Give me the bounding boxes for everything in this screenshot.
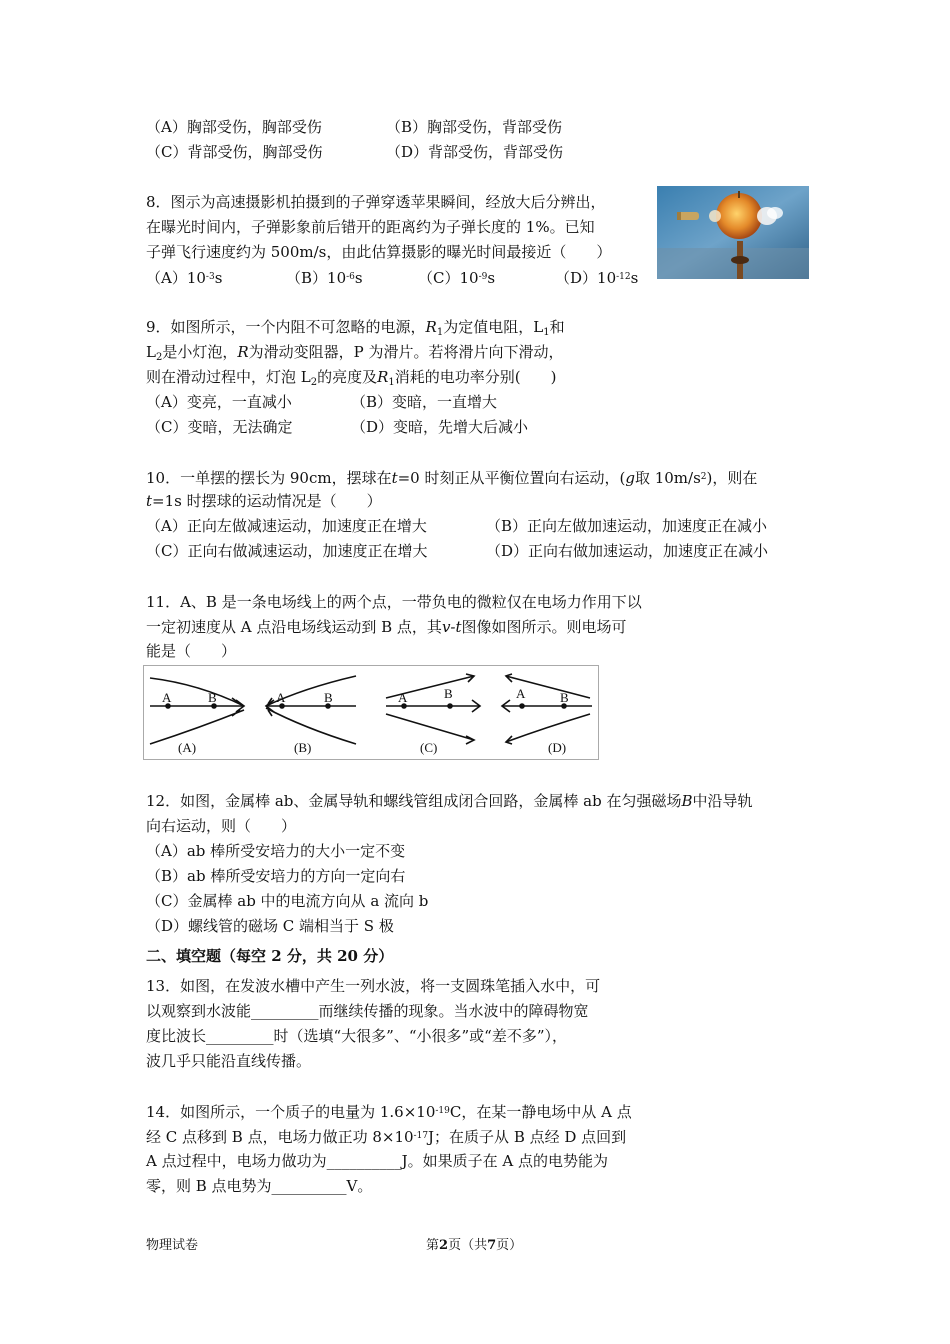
q12-line-2: 向右运动，则（ ） (146, 817, 297, 835)
q14-line-1: 14．如图所示，一个质子的电量为 $1.6\times 10^{-19}C$，在某一静电场中从 A 点 (146, 1103, 632, 1121)
q11-line-2: 一定初速度从 A 点沿电场线运动到 B 点，其v-t图像如图所示。则电场可 (146, 618, 627, 636)
field-figure-a-label: (A) (178, 740, 197, 755)
q12-option-d: （D）螺线管的磁场 C 端相当于 S 极 (146, 917, 394, 935)
q11-line-3: 能是（ ） (146, 642, 237, 660)
field-d-point-b-label: B (560, 690, 569, 705)
q8-option-b: $(B)10^{-6}s$ (286, 269, 363, 287)
q8-line-2: 在曝光时间内，子弹影象前后错开的距离约为子弹长度的 1%。已知 (146, 218, 595, 236)
q9-line-1: 9．如图所示，一个内阻不可忽略的电源，$R_1$为定值电阻，$L_1$和 (146, 318, 565, 338)
q8-line-3: 子弹飞行速度约为 500m/s，由此估算摄影的曝光时间最接近（ ） (146, 243, 612, 261)
q13-line-4: 波几乎只能沿直线传播。 (146, 1052, 312, 1070)
q12-option-b: （B）ab 棒所受安培力的方向一定向右 (146, 867, 406, 885)
q11-line-1: 11．A、B 是一条电场线上的两个点，一带负电的微粒仅在电场力作用下以 (146, 593, 642, 611)
field-figure-d-label: (D) (548, 740, 567, 755)
field-figure-b-label: (B) (294, 740, 312, 755)
q8-line-1: 8．图示为高速摄影机拍摄到的子弹穿透苹果瞬间，经放大后分辨出， (146, 193, 606, 211)
bullet-apple-photo (657, 186, 809, 279)
field-figure-c-label: (C) (420, 740, 438, 755)
q13-line-1: 13．如图，在发波水槽中产生一列水波，将一支圆珠笔插入水中，可 (146, 977, 601, 995)
q7-option-d: （D）背部受伤，背部受伤 (386, 143, 564, 161)
q14-line-3: A 点过程中，电场力做功为__________J。如果质子在 A 点的电势能为 (146, 1152, 608, 1170)
field-c-point-a-label: A (398, 690, 408, 705)
q12-line-1: 12．如图，金属棒 ab、金属导轨和螺线管组成闭合回路，金属棒 ab 在匀强磁场B中沿导轨 (146, 792, 753, 810)
q9-option-a: （A）变亮，一直减小 (146, 393, 292, 411)
field-figure-a (150, 678, 244, 755)
field-c-point-b-label: B (444, 686, 453, 701)
q10-option-b: （B）正向左做加速运动，加速度正在减小 (486, 517, 768, 535)
q13-line-2: 以观察到水波能_________而继续传播的现象。当水波中的障碍物宽 (146, 1002, 589, 1020)
q8-option-d: $(D)10^{-12}s$ (555, 269, 639, 287)
q9-option-b: （B）变暗，一直增大 (351, 393, 498, 411)
q10-option-c: （C）正向右做减速运动，加速度正在增大 (146, 542, 428, 560)
field-a-point-a-label: A (162, 690, 172, 705)
field-a-point-b-label: B (208, 690, 217, 705)
field-d-point-a-label: A (516, 686, 526, 701)
field-figure-b (266, 676, 356, 755)
q10-option-a: （A）正向左做减速运动，加速度正在增大 (146, 517, 427, 535)
field-b-point-b-label: B (324, 690, 333, 705)
q7-option-a: （A）胸部受伤，胸部受伤 (146, 118, 322, 136)
q10-option-d: （D）正向右做加速运动，加速度正在减小 (486, 542, 769, 560)
q14-line-4: 零，则 B 点电势为__________V。 (146, 1177, 373, 1195)
q12-option-a: （A）ab 棒所受安培力的大小一定不变 (146, 842, 406, 860)
q8-option-c: $(C)10^{-9}s$ (418, 269, 496, 287)
q9-option-c: （C）变暗，无法确定 (146, 418, 293, 436)
q8-option-a: $(A)10^{-3}s$ (146, 269, 223, 287)
field-figure-d (502, 674, 592, 755)
field-b-point-a-label: A (276, 690, 286, 705)
q10-line-2: t=1s 时摆球的运动情况是（ ） (146, 492, 382, 510)
q9-option-d: （D）变暗，先增大后减小 (351, 418, 529, 436)
footer-subject: 物理试卷 (146, 1238, 199, 1253)
section-2-heading: 二、填空题（每空 2 分，共 20 分） (146, 947, 394, 965)
q7-option-c: （C）背部受伤，胸部受伤 (146, 143, 323, 161)
q13-line-3: 度比波长_________时（选填“大很多”、“小很多”或“差不多”）， (146, 1027, 568, 1045)
q9-line-3: 则在滑动过程中，灯泡 $L_2$的亮度及$R_1$消耗的电功率分别( ) (146, 368, 557, 388)
q7-option-b: （B）胸部受伤，背部受伤 (386, 118, 563, 136)
q9-line-2: $L_2$是小灯泡，R为滑动变阻器，P 为滑片。若将滑片向下滑动， (146, 343, 564, 363)
electric-field-options-figure (143, 665, 599, 760)
footer-page-number: 第2页（共7页） (426, 1238, 523, 1253)
q12-option-c: （C）金属棒 ab 中的电流方向从 a 流向 b (146, 892, 429, 910)
q14-line-2: 经 C 点移到 B 点，电场力做正功 $8\times 10^{-17}J$；在质子从 B 点经 D 点回到 (146, 1128, 627, 1146)
field-figure-c (386, 674, 480, 755)
q10-line-1: 10．一单摆的摆长为 90cm，摆球在t=0 时刻正从平衡位置向右运动，(g取 $10m/s^2$)，则在 (146, 469, 758, 487)
